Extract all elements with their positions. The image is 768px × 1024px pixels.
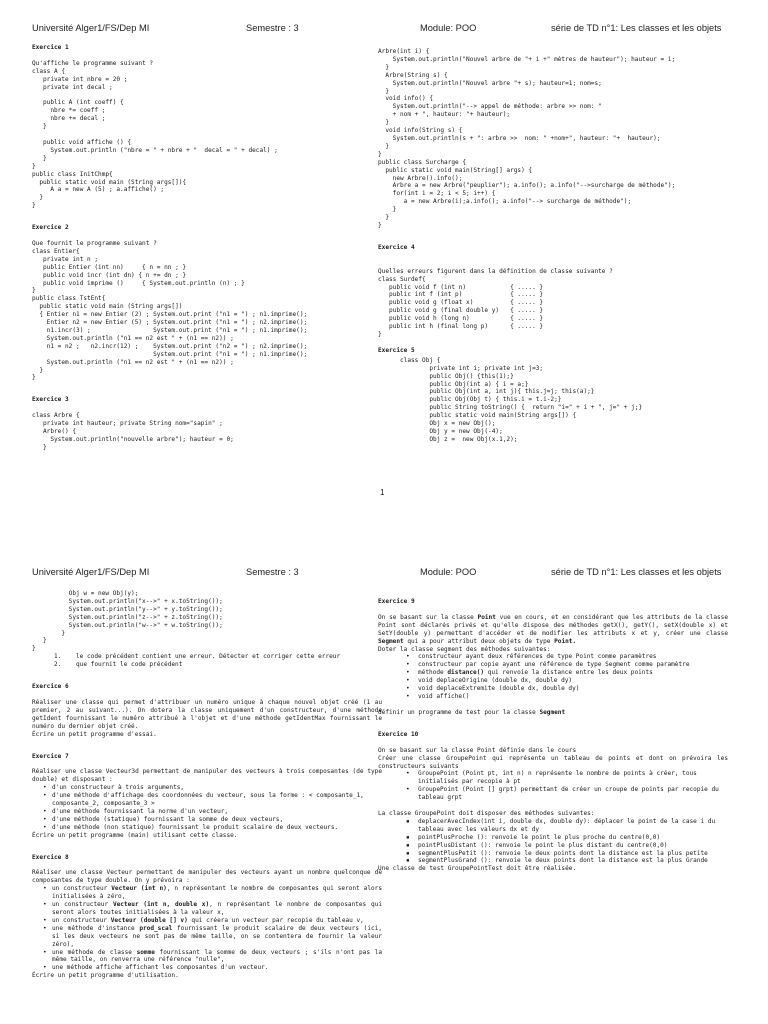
page-1-right-column <box>378 48 728 444</box>
page-2-right-column <box>378 598 728 873</box>
header-module-2: Module: POO <box>420 567 477 577</box>
exercise-2-title: Exercice 2 <box>32 224 69 232</box>
exercise-10-text-1: On se basant sur la classe Point définie dans le cours <box>378 746 577 754</box>
list-item: • un constructeur Vecteur (double [] v) qui créera un vecteur par recopie du tableau v, <box>52 917 382 925</box>
header-semestre: Semestre : 3 <box>246 23 299 33</box>
exercise-4-code: Quelles erreurs figurent dans la définition de classe suivante ? class Surdef{ public void f (int n) { ..... } public int f (int p) { ..... } public void g (float x) { ..... } public void g (final double y) { ..... } public void h (long n) { ..... } public int h (final long p) { ..... } } <box>378 267 613 338</box>
list-item: • une méthode affiche affichant les composantes d'un vecteur. <box>52 964 382 972</box>
header-university: Université Alger1/FS/Dep MI <box>32 23 150 33</box>
list-item: • un constructeur Vecteur (int n, double x), n représentant le nombre de composantes qui seront alors toutes initialisées à la valeur x, <box>52 901 382 917</box>
exercise-2-code: Que fournit le programme suivant ? class Entier{ private int n ; public Entier (int nn) { n = nn ; } public void incr (int dn) { n += dn ; } public void imprime () { System.out.println (n) ; } } public class TstEnt{ public static void main (String args[]) { Entier n1 = new Entier (2) ; System.out.print ("n1 = ") ; n1.imprime(); Entier n2 = new Entier (5) ; System.out.print ("n1 = ") ; n2.imprime(); n1.incr(3) ; System.out.print ("n1 = ") ; n1.imprime(); System.out.println ("n1 == n2 est " + (n1 == n2)) ; n1 = n2 ; n2.incr(12) ; System.out.print ("n2 = ") ; n2.imprime(); System.out.print ("n1 = ") ; n1.imprime(); System.out.println ("n1 == n2 est " + (n1 == n2)) ; } } <box>32 240 308 382</box>
exercise-9-list <box>378 653 728 700</box>
list-item: ▪ pointPlusProche (): renvoie le point le plus proche du centre(0,0) <box>418 834 728 842</box>
exercise-5-questions <box>32 653 382 669</box>
list-item: ▪ segmentPlusGrand (): renvoie le deux points dont la distance est la plus Grande <box>418 857 728 865</box>
exercise-10-methods <box>378 818 728 865</box>
exercise-3-code: class Arbre { private int hauteur; private String nom="sapin" ; Arbre() { System.out.println("nouvelle arbre"); hauteur = 0; } <box>32 412 234 451</box>
header-module: Module: POO <box>420 23 477 33</box>
exercise-6-text: Réaliser une classe qui permet d'attribuer un numéro unique à chaque nouvel objet créé (1 au premier, 2 au suivant...). On dotera la classe uniquement d'un constructeur, d'une méthode getIdent fournissant le numéro attribué à l'objet et d'une méthode getIdentMax fournissant le numéro du dernier objet créé. <box>32 698 382 730</box>
list-item: • GroupePoint (Point pt, int n) n représente le nombre de points à créer, tous initialisés par recopie à pt <box>418 770 728 786</box>
exercise-3-code-continued: Arbre(int i) { System.out.println("Nouvel arbre de "+ i +" mètres de hauteur"); hauteur = i; } Arbre(String s) { System.out.println("Nouvel arbre "+ s); hauteur=1; nom=s; } void info() { System.out.println("--> appel de méthode: arbre >> nom: " + nom + ", hauteur: "+ hauteur); } void info(String s) { System.out.println(s + ": arbre >> nom: " +nom+", hauteur: "+ hauteur); } } public class Surcharge { public static void main(String[] args) { new Arbre().info(); Arbre a = new Arbre("peuplier"); a.info(); a.info("-->surcharge de méthode"); for(int i = 2; i < 5; i++) { a = new Arbre(i);a.info(); a.info("--> surcharge de méthode"); } } } <box>378 48 676 229</box>
exercise-8-end: Écrire un petit programme d'utilisation. <box>32 972 179 980</box>
exercise-8-title: Exercice 8 <box>32 853 69 861</box>
list-item: • void deplaceExtremite (double dx, double dy) <box>418 685 728 693</box>
question-1: 1. le code précédent contient une erreur. Détecter et corriger cette erreur <box>54 653 341 661</box>
exercise-9-end: définir un programme de test pour la classe Segment <box>378 708 566 716</box>
header-serie: série de TD n°1: Les classes et les objets <box>551 23 722 33</box>
exercise-4-title: Exercice 4 <box>378 243 415 251</box>
exercise-5-code-end: Obj w = new Obj(y); System.out.println("x-->" + x.toString()); System.out.println("y-->" + y.toString()); System.out.println("z-->" + z.toString()); System.out.println("w-->" + w.toString()); } } } <box>32 590 223 653</box>
header-serie-2: série de TD n°1: Les classes et les objets <box>551 567 722 577</box>
exercise-6-text-2: Écrire un petit programme d'essai. <box>32 730 157 738</box>
list-item: ▪ deplacerAvecIndex(int i, double dx, double dy): déplacer le point de la case i du tableau avec les valeurs dx et dy <box>418 818 728 834</box>
exercise-5-code: class Obj { private int i; private int j=3; public Obj() {this(1);} public Obj(int a) { i = a;} public Obj(int a, int j){ this.j=j; this(a);} public Obj(Obj t) { this.i = t.i-2;} public String toString() { return "i=" + i + ", j=" + j;} public static void main(String args[]) { Obj x = new Obj(); Obj y = new Obj(-4); Obj z = new Obj(x.1,2); <box>400 356 643 443</box>
exercise-9-title: Exercice 9 <box>378 598 415 605</box>
list-item: • d'une méthode fournissant la norme d'un vecteur, <box>52 808 382 816</box>
list-item: • void affiche() <box>418 693 728 701</box>
list-item: • constructeur ayant deux références de type Point comme paramètres <box>418 653 728 661</box>
exercise-7-intro: Réaliser une classe Vecteur3d permettant de manipuler des vecteurs à trois composantes (de type double) et disposant : <box>32 768 382 784</box>
list-item: • d'une méthode (non statique) fournissant le produit scalaire de deux vecteurs. <box>52 824 382 832</box>
exercise-10-constructors <box>378 770 728 802</box>
list-item: • d'une méthode d'affichage des coordonnées du vecteur, sous la forme : < composante_1, composante_2, composante_3 > <box>52 792 382 808</box>
list-item: • d'une méthode (statique) fournissant la somme de deux vecteurs, <box>52 816 382 824</box>
exercise-1-title: Exercice 1 <box>32 44 69 51</box>
exercise-9-text-2: Doter la classe segment des méthodes suivantes: <box>378 645 551 653</box>
exercise-8-list <box>32 885 382 972</box>
page-2 <box>0 512 768 1024</box>
list-item: • d'un constructeur à trois arguments, <box>52 784 382 792</box>
list-item: • GroupePoint (Point [] grpt) permettant de créer un croupe de points par recopie du tableau grpt <box>418 786 728 802</box>
header-semestre-2: Semestre : 3 <box>246 567 299 577</box>
exercise-10-text-2: Créer une classe GroupePoint qui représente un tableau de points et dont on prévoira les constructeurs suivants <box>378 754 728 770</box>
list-item: • une méthode d'instance prod_scal fournissant le produit scalaire de deux vecteurs (ici, si les deux vecteurs ne sont pas de même taille, on se contentera de fournir la valeur zéro), <box>52 925 382 949</box>
list-item: ▪ segmentPlusPetit (): renvoie le deux points dont la distance est la plus petite <box>418 850 728 858</box>
exercise-10-text-3: La classe GroupePoint doit disposer des méthodes suivantes: <box>378 810 595 818</box>
list-item: • une méthode de classe somme fournissant la somme de deux vecteurs ; s'ils n'ont pas la même taille, on renverra une référence "nulle", <box>52 949 382 965</box>
exercise-7-title: Exercice 7 <box>32 752 69 760</box>
page-2-left-column <box>32 590 382 980</box>
list-item: • constructeur par copie ayant une référence de type Segment comme paramètre <box>418 661 728 669</box>
exercise-7-end: Écrire un petit programme (main) utilisant cette classe. <box>32 831 238 839</box>
page-number: 1 <box>380 488 385 497</box>
exercise-6-title: Exercice 6 <box>32 683 69 691</box>
list-item: ▪ pointPlusDistant (): renvoie le point le plus distant du centre(0,0) <box>418 842 728 850</box>
question-2: 2. que fournit le code précédent <box>54 661 183 669</box>
page-1-left-column <box>32 44 382 452</box>
list-item: • méthode distance() qui renvoie la distance entre les deux points <box>418 669 728 677</box>
list-item: • void deplaceOrigine (double dx, double dy) <box>418 677 728 685</box>
exercise-1-code: Qu'affiche le programme suivant ? class A { private int nbre = 20 ; private int decal ; public A (int coeff) { nbre *= coeff ; nbre += decal ; } public void affiche () { System.out.println ("nbre = " + nbre + " decal = " + decal) ; } } public class InitChmp{ public static void main (String args[]){ A a = new A (5) ; a.affiche() ; } } <box>32 59 278 210</box>
exercise-10-end: Une classe de test GroupePointTest doit être réalisée. <box>378 865 577 873</box>
list-item: • un constructeur Vecteur (int n), n représentant le nombre de composantes qui seront alors initialisées à zéro, <box>52 885 382 901</box>
exercise-3-title: Exercice 3 <box>32 396 69 404</box>
header-university-2: Université Alger1/FS/Dep MI <box>32 567 150 577</box>
exercise-5-title: Exercice 5 <box>378 346 415 354</box>
exercise-9-text: On se basant sur la classe Point vue en cours, et en considérant que les attributs de la classe Point sont déclarés privés et qu'elle dispose des méthodes getX(), getY(), setX(double x) et SetY(double y) permettant d'accéder et de modifier les attributs x et y, créer une classe Segment qui a pour attribut deux objets de type Point. <box>378 613 728 645</box>
exercise-7-list <box>32 784 382 831</box>
exercise-10-title: Exercice 10 <box>378 730 419 738</box>
exercise-8-intro: Réaliser une classe Vecteur permettant de manipuler des vecteurs ayant un nombre quelconque de composantes de type double. On y prévoira : <box>32 869 382 885</box>
